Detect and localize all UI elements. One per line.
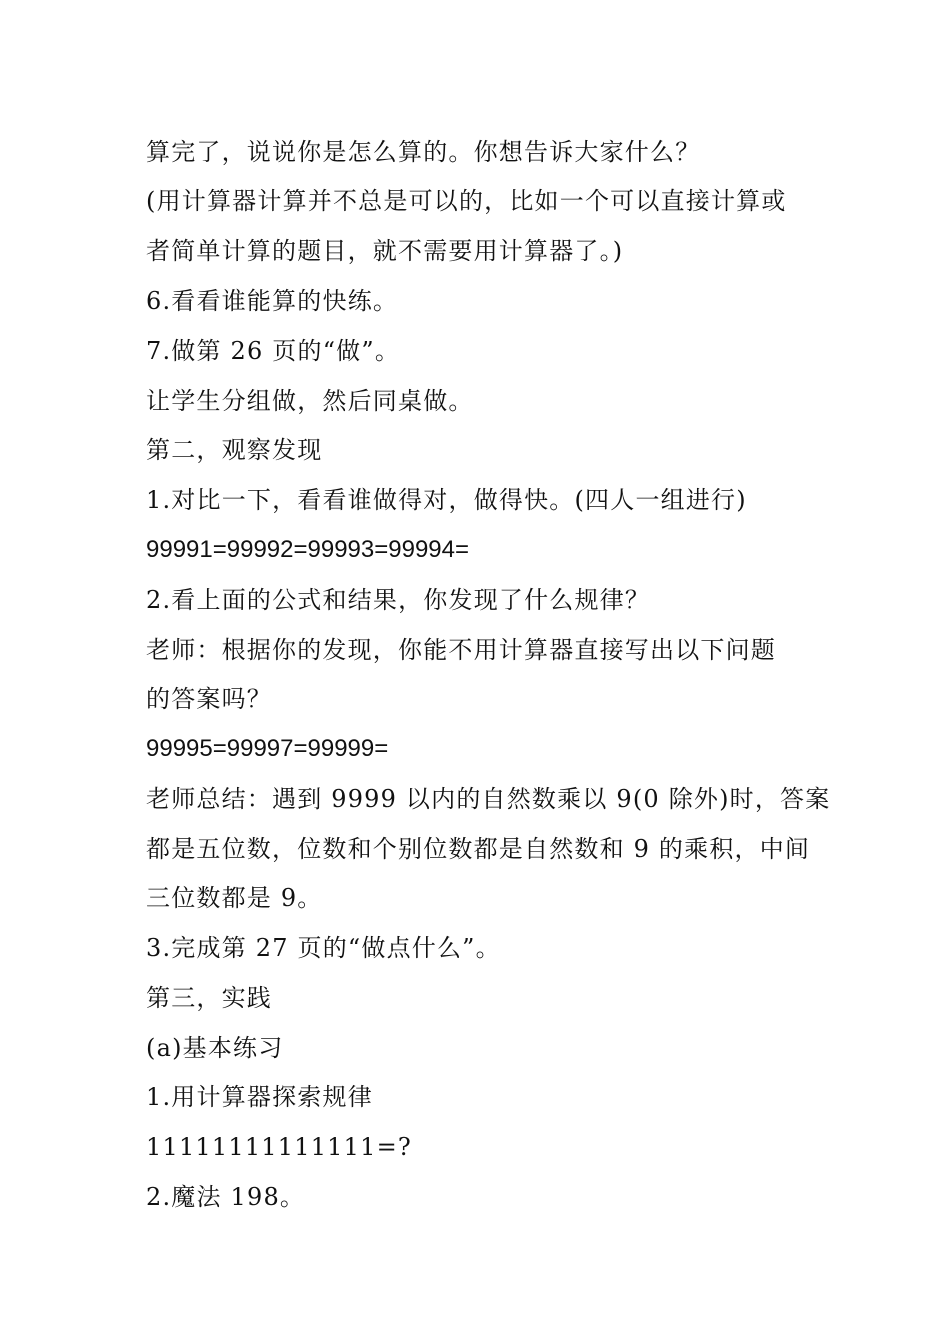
list-item: 2.魔法 198。 [146, 1183, 306, 1211]
formula-line: 99995=99997=99999= [146, 735, 389, 762]
section-heading: 第二，观察发现 [146, 436, 323, 464]
paragraph-line: 算完了，说说你是怎么算的。你想告诉大家什么？ [146, 138, 701, 166]
paragraph-line: 老师总结：遇到 9999 以内的自然数乘以 9(0 除外)时，答案 [146, 785, 831, 813]
paragraph-line: 的答案吗？ [146, 685, 272, 713]
list-item: 1.对比一下，看看谁做得对，做得快。(四人一组进行) [146, 486, 747, 514]
formula-line: 11111111111111=? [146, 1133, 412, 1161]
list-item: 7.做第 26 页的“做”。 [146, 337, 401, 365]
paragraph-line: 老师：根据你的发现，你能不用计算器直接写出以下问题 [146, 636, 776, 664]
formula-line: 99991=99992=99993=99994= [146, 536, 470, 563]
list-item: 3.完成第 27 页的“做点什么”。 [146, 934, 501, 962]
paragraph-line: 者简单计算的题目，就不需要用计算器了。) [146, 237, 624, 265]
list-item: 2.看上面的公式和结果，你发现了什么规律？ [146, 586, 651, 614]
section-heading: 第三，实践 [146, 984, 272, 1012]
paragraph-line: 三位数都是 9。 [146, 884, 323, 912]
paragraph-line: 让学生分组做，然后同桌做。 [146, 387, 474, 415]
paragraph-line: (用计算器计算并不总是可以的，比如一个可以直接计算或 [146, 187, 787, 215]
list-item: 1.用计算器探索规律 [146, 1083, 373, 1111]
subsection-heading: (a)基本练习 [146, 1034, 284, 1062]
list-item: 6.看看谁能算的快练。 [146, 287, 399, 315]
paragraph-line: 都是五位数，位数和个别位数都是自然数和 9 的乘积，中间 [146, 835, 811, 863]
